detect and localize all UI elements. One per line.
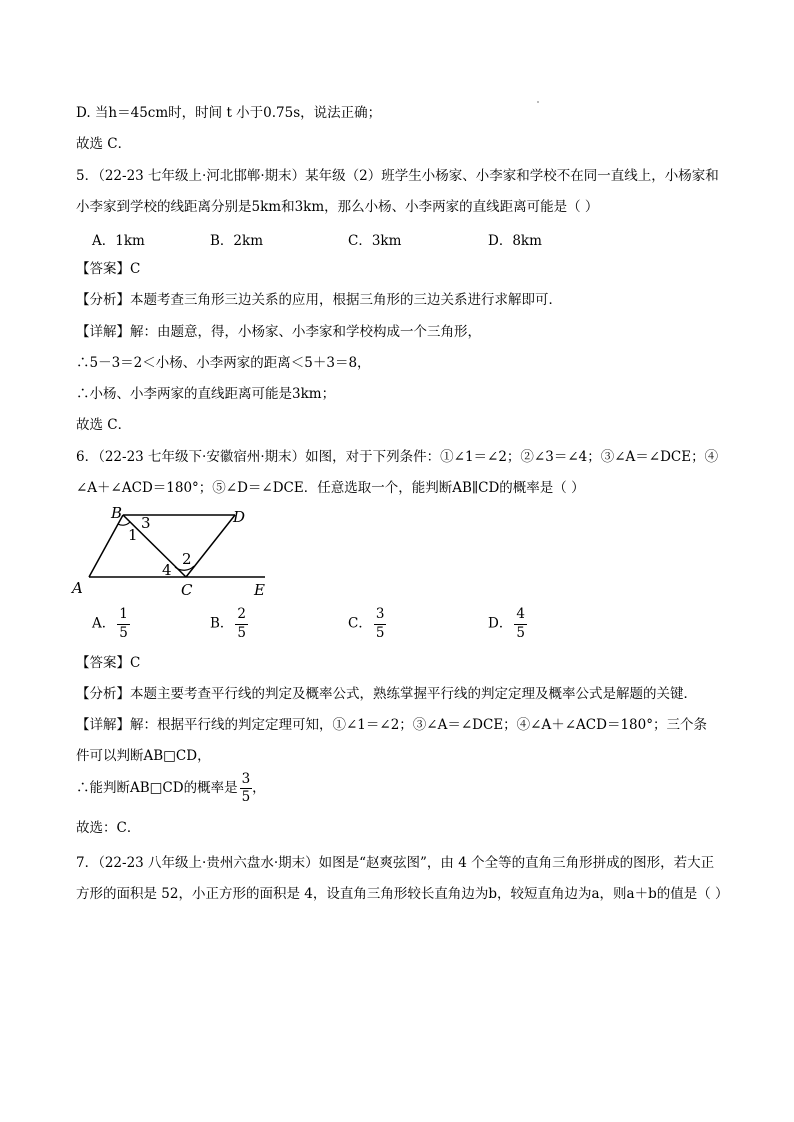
q6-probability-fraction bbox=[240, 770, 253, 805]
q7-stem-line1: 7．（22-23 八年级上·贵州六盘水·期末）如图是“赵爽弦图”，由 4 个全等的直角三角形拼成的图形，若大正 bbox=[76, 855, 715, 871]
q5-option-c: C．3km bbox=[348, 233, 402, 249]
label-vertex-a: A bbox=[72, 579, 83, 597]
label-vertex-c: C bbox=[181, 581, 193, 599]
q6-analysis: 【分析】本题主要考查平行线的判定及概率公式，熟练掌握平行线的判定定理及概率公式是解题的关键． bbox=[76, 686, 697, 702]
q5-detail-line1: 【详解】解：由题意，得，小杨家、小李家和学校构成一个三角形， bbox=[76, 324, 481, 340]
q5-option-b: B．2km bbox=[210, 233, 263, 249]
q5-detail-line3: ∴小杨、小李两家的直线距离可能是3km； bbox=[76, 386, 336, 402]
segment-cd bbox=[186, 515, 235, 577]
q6-option-c bbox=[348, 608, 386, 640]
q6-option-d-letter: D． bbox=[488, 615, 513, 632]
q6-option-d bbox=[488, 608, 527, 640]
q6-option-c-numerator: 3 bbox=[374, 608, 387, 625]
q6-option-a bbox=[92, 608, 130, 640]
q6-answer: 【答案】C bbox=[76, 655, 141, 671]
label-vertex-b: B bbox=[111, 504, 123, 522]
label-vertex-e: E bbox=[254, 581, 265, 599]
q6-option-b bbox=[210, 608, 248, 640]
q6-probability-numerator: 3 bbox=[240, 773, 253, 790]
q4-option-d-explanation: D. 当h＝45cm时，时间 t 小于0.75s，说法正确； bbox=[76, 105, 382, 121]
q6-option-c-letter: C． bbox=[348, 615, 372, 632]
q5-option-d: D．8km bbox=[488, 233, 542, 249]
q6-option-b-fraction bbox=[235, 608, 248, 640]
angle-arc-b bbox=[118, 522, 130, 525]
q6-option-d-fraction bbox=[514, 608, 527, 640]
q5-option-a: A．1km bbox=[92, 233, 145, 249]
q6-option-b-letter: B． bbox=[210, 615, 234, 632]
label-vertex-d: D bbox=[233, 508, 246, 526]
q5-analysis: 【分析】本题考查三角形三边关系的应用，根据三角形的三边关系进行求解即可． bbox=[76, 292, 562, 308]
q6-option-d-numerator: 4 bbox=[514, 608, 527, 625]
q6-detail-line3 bbox=[76, 770, 266, 806]
q6-detail-line3-end: ， bbox=[252, 780, 266, 796]
q6-option-a-numerator: 1 bbox=[117, 608, 130, 625]
q6-stem-line2: ∠A＋∠ACD＝180°；⑤∠D＝∠DCE．任意选取一个，能判断AB∥CD的概率是（ ） bbox=[76, 480, 585, 496]
scan-speck bbox=[537, 101, 539, 103]
q6-option-a-letter: A． bbox=[92, 615, 116, 632]
q6-option-d-denominator: 5 bbox=[516, 624, 525, 641]
q6-probability-denominator: 5 bbox=[241, 789, 251, 805]
q6-detail-line1: 【详解】解：根据平行线的判定定理可知，①∠1＝∠2；③∠A＝∠DCE；④∠A＋∠ACD＝180°；三个条 bbox=[76, 717, 707, 733]
q5-stem-line2: 小李家到学校的线距离分别是5km和3km，那么小杨、小李两家的直线距离可能是（ ） bbox=[76, 199, 599, 215]
q5-answer: 【答案】C bbox=[76, 261, 141, 277]
label-angle-2: 2 bbox=[182, 550, 192, 568]
label-angle-4: 4 bbox=[162, 561, 172, 579]
q6-option-b-numerator: 2 bbox=[235, 608, 248, 625]
label-angle-3: 3 bbox=[141, 514, 151, 532]
q6-detail-line2: 件可以判断AB□CD， bbox=[76, 748, 211, 764]
label-angle-1: 1 bbox=[128, 526, 138, 544]
q6-option-a-fraction bbox=[117, 608, 130, 640]
q6-detail-line3-text: ∴能判断AB□CD的概率是 bbox=[76, 780, 238, 796]
q4-conclusion: 故选 C． bbox=[76, 136, 132, 152]
q6-option-c-fraction bbox=[374, 608, 387, 640]
q6-option-c-denominator: 5 bbox=[375, 624, 385, 641]
q6-parallelogram-figure bbox=[70, 500, 280, 600]
q6-option-b-denominator: 5 bbox=[237, 624, 247, 641]
q5-stem-line1: 5．（22-23 七年级上·河北邯郸·期末）某年级（2）班学生小杨家、小李家和学校不在同一直线上，小杨家和 bbox=[76, 168, 719, 184]
q6-option-a-denominator: 5 bbox=[119, 624, 128, 641]
q6-stem-line1: 6．（22-23 七年级下·安徽宿州·期末）如图，对于下列条件：①∠1＝∠2；②∠3＝∠4；③∠A＝∠DCE；④ bbox=[76, 449, 719, 465]
q6-conclusion: 故选：C． bbox=[76, 820, 141, 836]
q5-detail-line2: ∴5－3＝2＜小杨、小李两家的距离＜5＋3＝8， bbox=[76, 355, 371, 371]
q7-stem-line2: 方形的面积是 52，小正方形的面积是 4，设直角三角形较长直角边为b，较短直角边为a，则a＋b的值是（ ） bbox=[76, 886, 729, 902]
q5-conclusion: 故选 C． bbox=[76, 417, 132, 433]
